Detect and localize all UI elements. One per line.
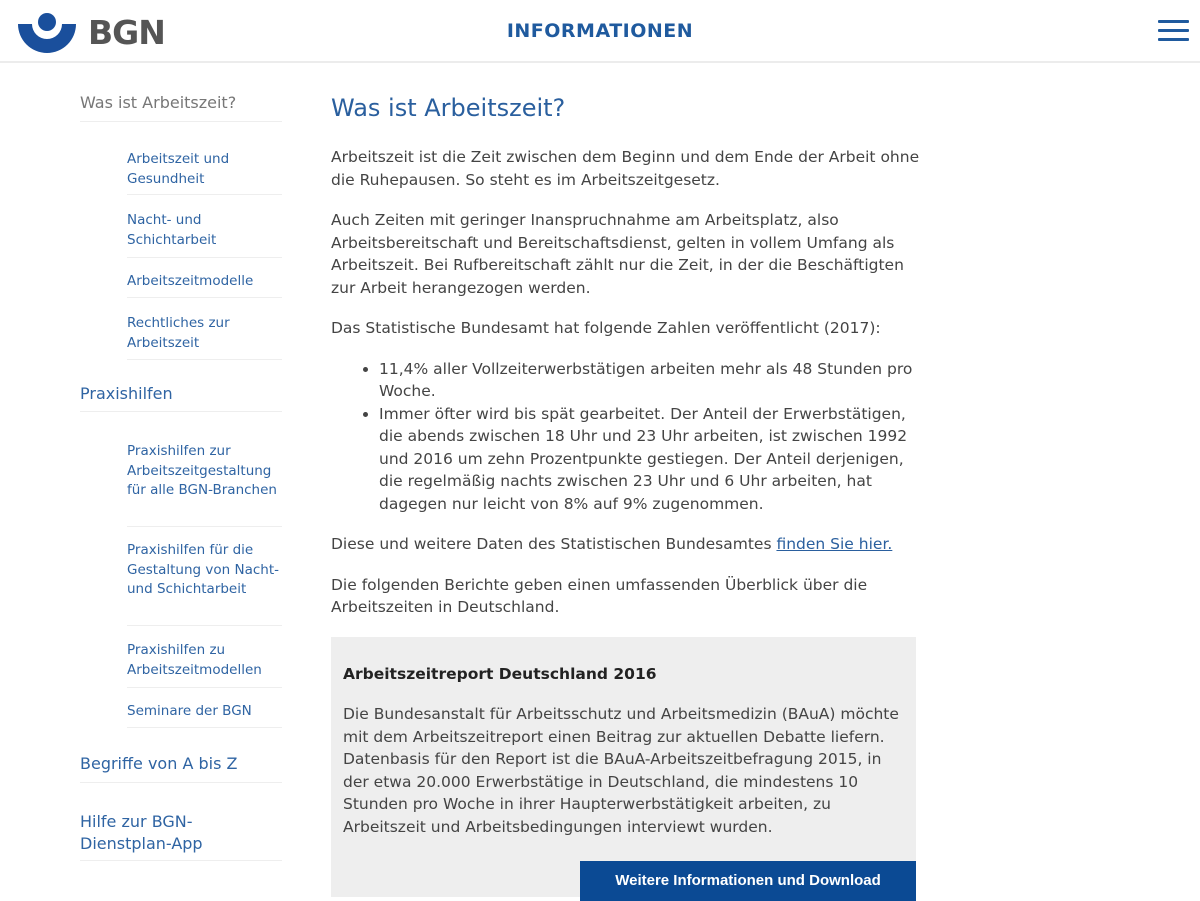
- header: [0, 0, 1200, 63]
- report-description: Die Bundesanstalt für Arbeitsschutz und Arbeitsmedizin (BAuA) möchte mit dem Arbeitszeitreport einen Beitrag zur aktuellen Debatte liefern. Datenbasis für den Report ist die BAuA-Arbeitszeitbefragung 2015, in der etwa 20.000 Erwerbstätige in Deutschland, die mindestens 10 Stunden pro Woche in ihrer Haupterwerbstätigkeit arbeiten, zu Arbeitszeit und Arbeitsbedingungen interviewt wurden.: [343, 705, 899, 836]
- sidebar-item-arbeitszeitmodelle[interactable]: Arbeitszeitmodelle: [127, 272, 282, 298]
- paragraph-definition: Arbeitszeit ist die Zeit zwischen dem Beginn und dem Ende der Arbeit ohne die Ruhepausen. So steht es im Arbeitszeitgesetz.: [331, 148, 920, 189]
- sidebar-item-praxishilfen-nacht-schicht[interactable]: Praxishilfen für die Gestaltung von Nacht- und Schichtarbeit: [127, 541, 282, 626]
- sidebar-item-arbeitszeit-gesundheit[interactable]: Arbeitszeit und Gesundheit: [127, 150, 282, 195]
- list-item: • 11,4% aller Vollzeiterwerbstätigen arbeiten mehr als 48 Stunden pro Woche.: [379, 358, 921, 403]
- list-item: • Immer öfter wird bis spät gearbeitet. Der Anteil der Erwerbstätigen, die abends zwischen 18 Uhr und 23 Uhr arbeiten, ist zwischen 1992 und 2016 um zehn Prozentpunkte gestiegen. Der Anteil derjenigen, die regelmäßig nachts zwischen 23 Uhr und 6 Uhr arbeiten, hat dagegen nur leicht von 8% auf 9% zugenommen.: [379, 403, 921, 516]
- sidebar-item-dienstplan-app[interactable]: Hilfe zur BGN-Dienstplan-App: [80, 811, 282, 861]
- sidebar-item-praxishilfen[interactable]: Praxishilfen: [80, 383, 282, 412]
- page-section-title: INFORMATIONEN: [506, 20, 694, 42]
- logo-text: BGN: [88, 12, 165, 52]
- sidebar-item-rechtliches[interactable]: Rechtliches zur Arbeitszeit: [127, 314, 282, 360]
- sidebar-item-was-ist-arbeitszeit[interactable]: Was ist Arbeitszeit?: [80, 92, 282, 122]
- hamburger-icon[interactable]: [1158, 20, 1189, 42]
- sidebar-item-praxishilfen-arbeitszeitgestaltung[interactable]: Praxishilfen zur Arbeitszeitgestaltung für alle BGN-Branchen: [127, 442, 282, 527]
- paragraph-reports-intro: Die folgenden Berichte geben einen umfassenden Überblick über die Arbeitszeiten in Deutschland.: [331, 575, 868, 616]
- report-title: Arbeitszeitreport Deutschland 2016: [343, 664, 657, 683]
- paragraph-bereitschaft: Auch Zeiten mit geringer Inanspruchnahme am Arbeitsplatz, also Arbeitsbereitschaft und Bereitschaftsdienst, gelten in vollem Umfang als Arbeitszeit. Bei Rufbereitschaft zählt nur die Zeit, in der die Beschäftigten zur Arbeit herangezogen werden.: [331, 211, 904, 297]
- finden-sie-hier-link[interactable]: finden Sie hier.: [776, 535, 893, 553]
- page-title: Was ist Arbeitszeit?: [331, 94, 566, 122]
- paragraph-statistik: Das Statistische Bundesamt hat folgende Zahlen veröffentlicht (2017):: [331, 319, 881, 337]
- sidebar-item-praxishilfen-modelle[interactable]: Praxishilfen zu Arbeitszeitmodellen: [127, 641, 282, 688]
- report-card: [331, 637, 916, 897]
- sidebar-item-begriffe[interactable]: Begriffe von A bis Z: [80, 753, 282, 783]
- statistics-list: [379, 358, 921, 516]
- more-data-text: Diese und weitere Daten des Statistischen Bundesamtes: [331, 535, 777, 553]
- sidebar-item-nacht-schichtarbeit[interactable]: Nacht- und Schichtarbeit: [127, 211, 282, 258]
- sidebar-item-seminare[interactable]: Seminare der BGN: [127, 702, 282, 728]
- download-button[interactable]: Weitere Informationen und Download: [580, 861, 916, 901]
- paragraph-more-data: [331, 533, 921, 556]
- main-content: [331, 92, 921, 897]
